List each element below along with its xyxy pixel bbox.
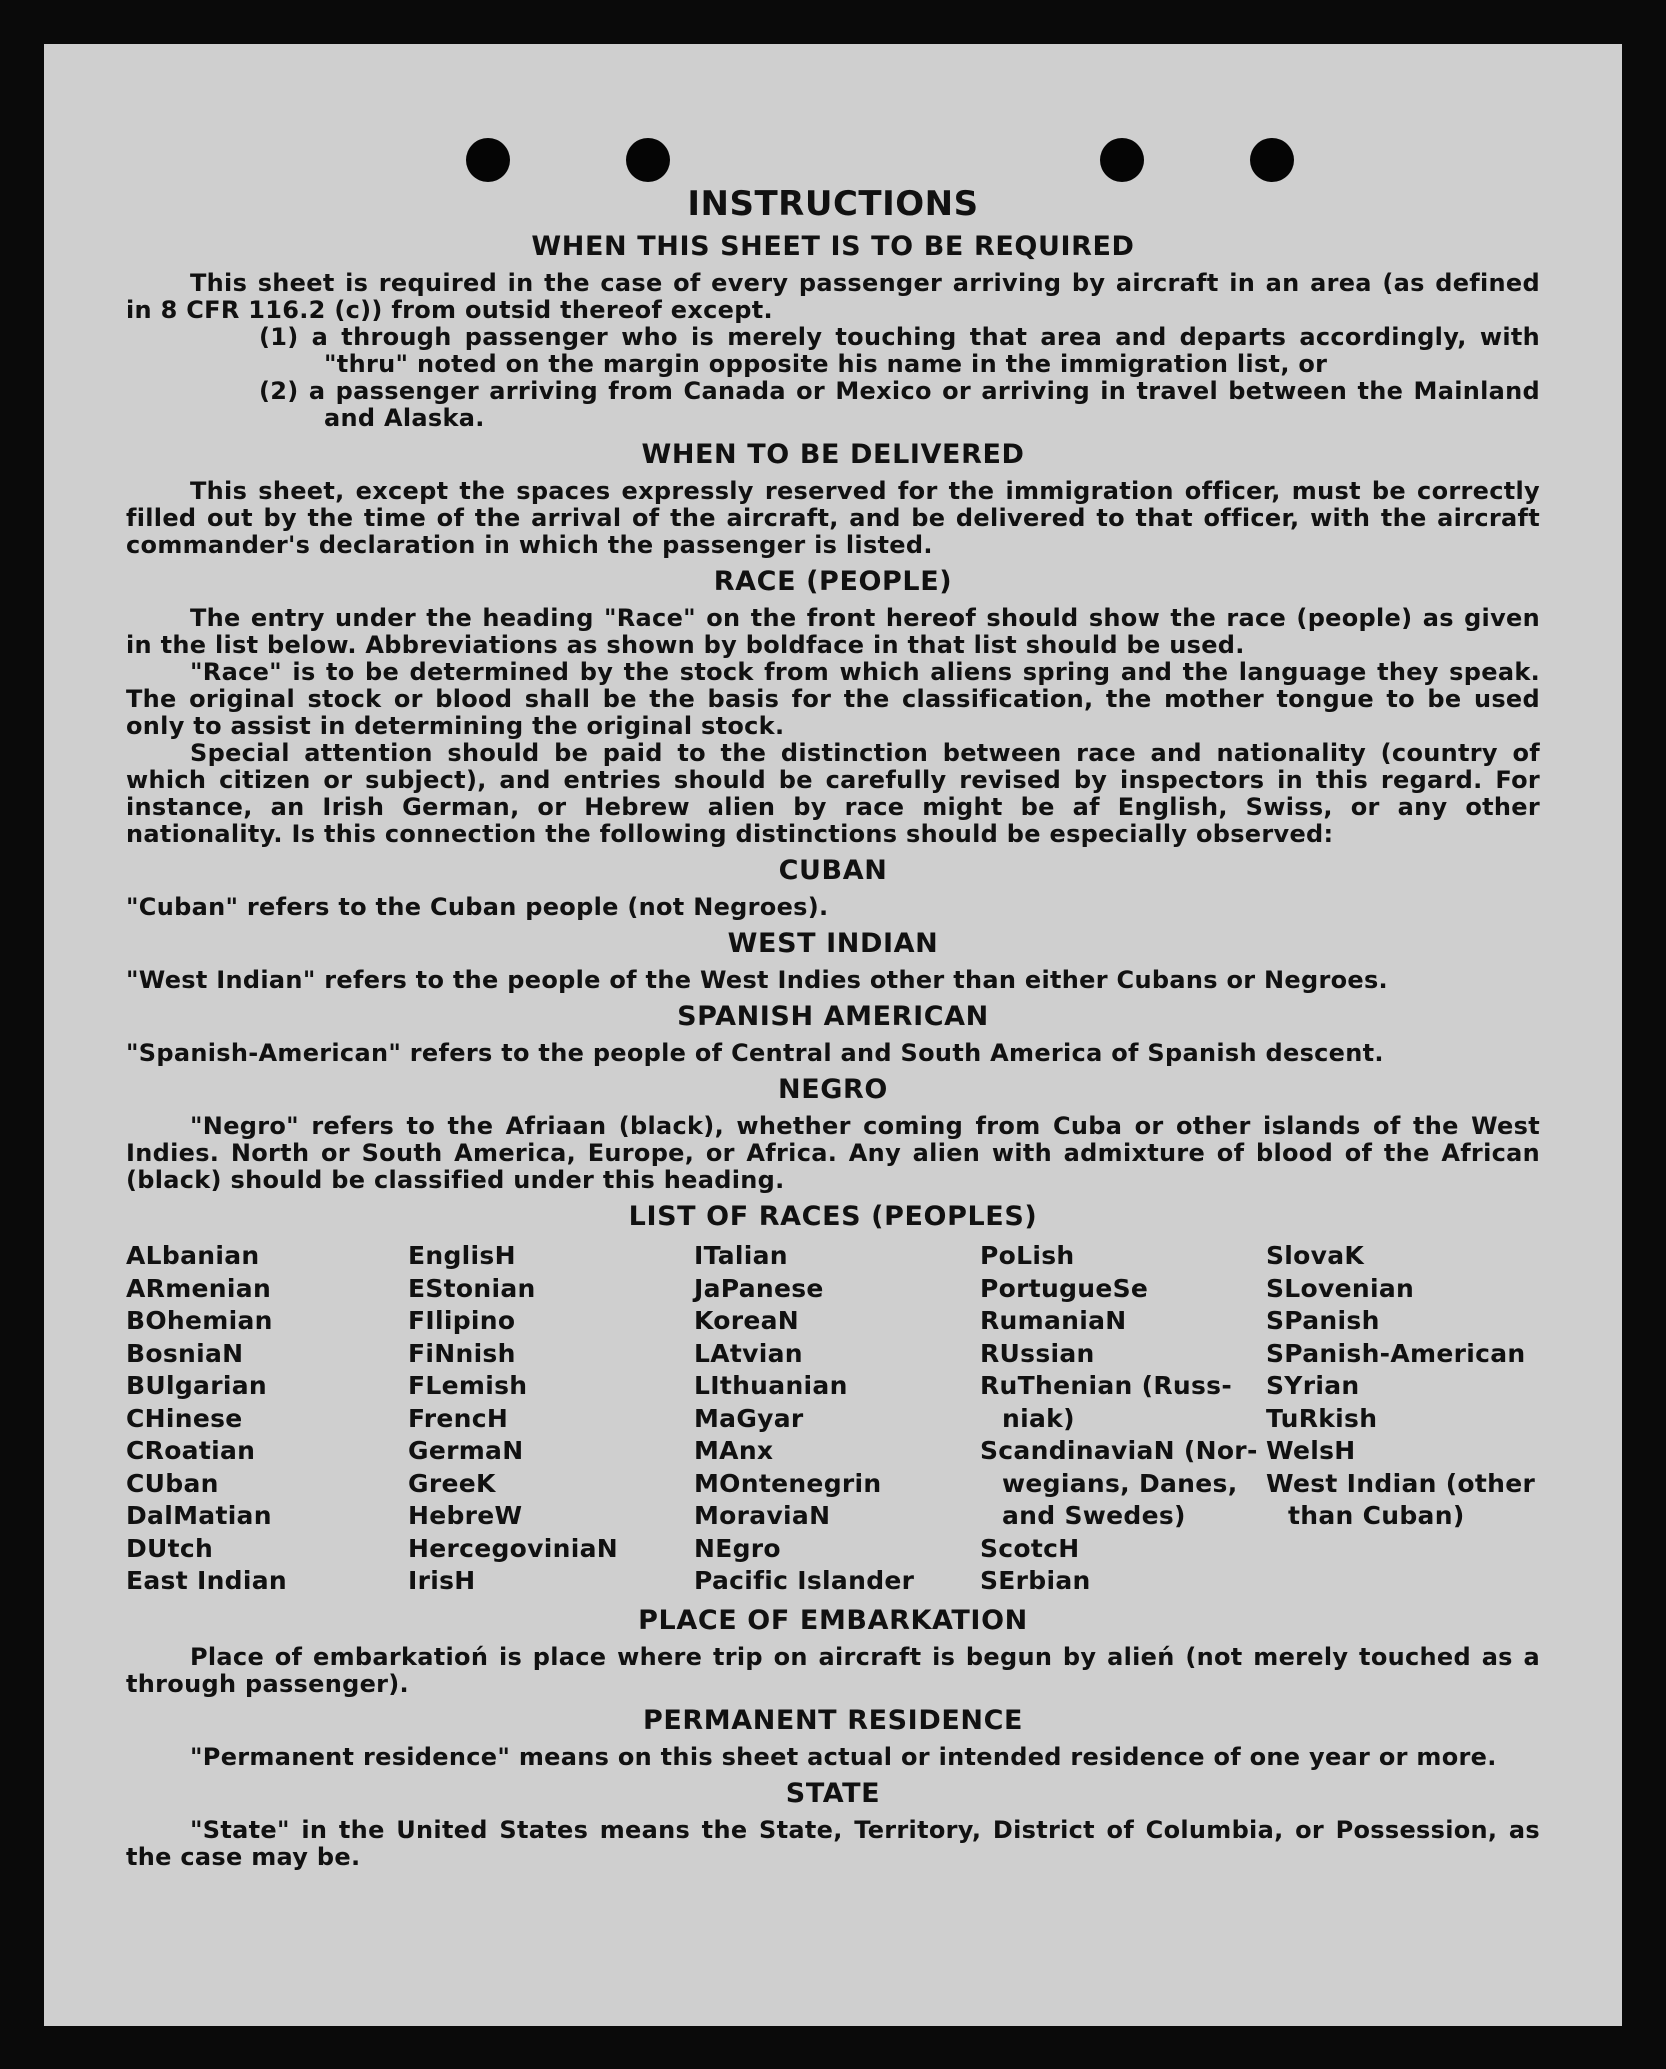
race-entry: and Swedes) [1002,1501,1186,1530]
races-column [408,1240,694,1598]
race-entry: IrisH [408,1566,476,1595]
races-column [694,1240,980,1598]
paragraph: "Negro" refers to the Afriaan (black), whether coming from Cuba or other islands of the West Indies. North or South America, Europe, or Africa. Any alien with admixture of blood of the African (black) should be classified under this heading. [126,1112,1540,1194]
section-heading: WHEN THIS SHEET IS TO BE REQUIRED [531,231,1135,262]
section-heading: CUBAN [778,855,888,886]
paragraph: "State" in the United States means the State, Territory, District of Columbia, or Possession, as the case may be. [126,1815,1540,1871]
paragraph: "Spanish-American" refers to the people of Central and South America of Spanish descent. [126,1039,1384,1067]
paragraph: "Cuban" refers to the Cuban people (not Negroes). [126,893,829,921]
race-entry: East Indian [126,1566,288,1595]
race-entry: KoreaN [694,1306,799,1335]
race-entry: SErbian [980,1566,1091,1595]
section-heading: SPANISH AMERICAN [677,1001,989,1032]
paragraph: The entry under the heading "Race" on the front hereof should show the race (people) as given in the list below. Abbreviations as shown by boldface in that list should be used. [126,604,1540,659]
race-entry: ARmenian [126,1273,272,1303]
race-entry: West Indian (other [1266,1468,1536,1498]
race-entry: GermaN [408,1436,524,1465]
race-entry: HercegoviniaN [408,1533,618,1563]
paragraph: "West Indian" refers to the people of the West Indies other than either Cubans or Negroes. [126,966,1388,994]
section-heading: STATE [785,1777,881,1809]
punch-hole [626,138,670,182]
list-item: (1) a through passenger who is merely touching that area and departs accordingly, with "thru" noted on the margin opposite his name in the immigration list, or [259,323,1540,378]
race-entry: GreeK [408,1468,496,1498]
race-entry: RUssian [980,1338,1095,1368]
paragraph: Place of embarkatioń is place where trip on aircraft is begun by alień (not merely touched as a through passenger). [126,1642,1540,1698]
race-entry: RuThenian (Russ- [980,1371,1233,1400]
races-column [980,1240,1266,1598]
race-entry: niak) [1002,1403,1075,1433]
document-body [126,184,1540,1871]
paragraph: "Race" is to be determined by the stock from which aliens spring and the language they speak. The original stock or blood shall be the basis for the classification, the mother tongue to be used only to assist in determining the original stock. [126,658,1540,740]
race-entry: RumaniaN [980,1306,1127,1335]
race-entry: HebreW [408,1501,523,1530]
paragraph: This sheet is required in the case of every passenger arriving by aircraft in an area (as defined in 8 CFR 116.2 (c)) from outsid thereof except. [126,269,1540,324]
race-entry: TuRkish [1266,1403,1378,1433]
race-entry: SlovaK [1266,1241,1365,1270]
document-title: INSTRUCTIONS [687,184,979,224]
section-heading: NEGRO [778,1074,888,1105]
races-column [1266,1240,1540,1598]
race-entry: CRoatian [126,1436,256,1465]
race-entry: wegians, Danes, [1002,1468,1238,1498]
section-heading: WHEN TO BE DELIVERED [641,439,1025,470]
race-entry: DUtch [126,1533,214,1563]
race-entry: FrencH [408,1403,509,1433]
race-entry: DalMatian [126,1501,272,1530]
race-entry: BosniaN [126,1338,244,1368]
race-entry: NEgro [694,1533,781,1563]
race-entry: BOhemian [126,1306,273,1335]
races-column [126,1240,408,1598]
race-entry: than Cuban) [1288,1501,1465,1530]
race-entry: EStonian [408,1273,536,1303]
section-heading: PERMANENT RESIDENCE [642,1704,1024,1736]
list-item: (2) a passenger arriving from Canada or Mexico or arriving in travel between the Mainland and Alaska. [259,377,1540,432]
race-entry: ITalian [694,1241,788,1270]
document-sheet [44,44,1622,2026]
race-entry: SLovenian [1266,1273,1415,1303]
race-entry: CUban [126,1468,219,1498]
section-heading: PLACE OF EMBARKATION [638,1604,1028,1636]
race-entry: ScandinaviaN (Nor- [980,1436,1258,1465]
race-entry: Pacific Islander [694,1566,915,1595]
race-entry: CHinese [126,1403,243,1433]
race-entry: EnglisH [408,1241,516,1270]
race-entry: LAtvian [694,1338,803,1368]
race-entry: WelsH [1266,1436,1356,1465]
race-entry: BUlgarian [126,1371,267,1400]
races-heading: LIST OF RACES (PEOPLES) [628,1201,1038,1232]
race-entry: FiNnish [408,1338,516,1368]
race-entry: FIlipino [408,1306,516,1335]
race-entry: MAnx [694,1436,774,1465]
race-entry: PoLish [980,1241,1075,1270]
punch-hole [466,138,510,182]
section-heading: WEST INDIAN [727,928,939,959]
paragraph: This sheet, except the spaces expressly reserved for the immigration officer, must be correctly filled out by the time of the arrival of the aircraft, and be delivered to that officer, with the aircraft commander's declaration in which the passenger is listed. [126,477,1540,559]
race-entry: ALbanian [126,1241,260,1270]
race-entry: FLemish [408,1371,528,1400]
paragraph: Special attention should be paid to the distinction between race and nationality (country of which citizen or subject), and entries should be carefully revised by inspectors in this regard. For instance, an Irish German, or Hebrew alien by race might be af English, Swiss, or any other nationality. Is this connection the following distinctions should be especially observed: [126,739,1540,848]
section-heading: RACE (PEOPLE) [713,566,953,597]
race-entry: LIthuanian [694,1371,848,1400]
race-entry: SPanish-American [1266,1338,1526,1368]
race-entry: MoraviaN [694,1501,831,1530]
race-entry: MaGyar [694,1403,804,1433]
race-entry: PortugueSe [980,1273,1149,1303]
paragraph: "Permanent residence" means on this sheet actual or intended residence of one year or more. [190,1742,1497,1771]
punch-hole [1100,138,1144,182]
race-entry: JaPanese [694,1273,824,1303]
race-entry: ScotcH [980,1533,1080,1563]
race-entry: SPanish [1266,1306,1380,1335]
race-entry: SYrian [1266,1371,1360,1400]
race-entry: MOntenegrin [694,1468,882,1498]
punch-hole [1250,138,1294,182]
races-list [126,1240,1540,1598]
